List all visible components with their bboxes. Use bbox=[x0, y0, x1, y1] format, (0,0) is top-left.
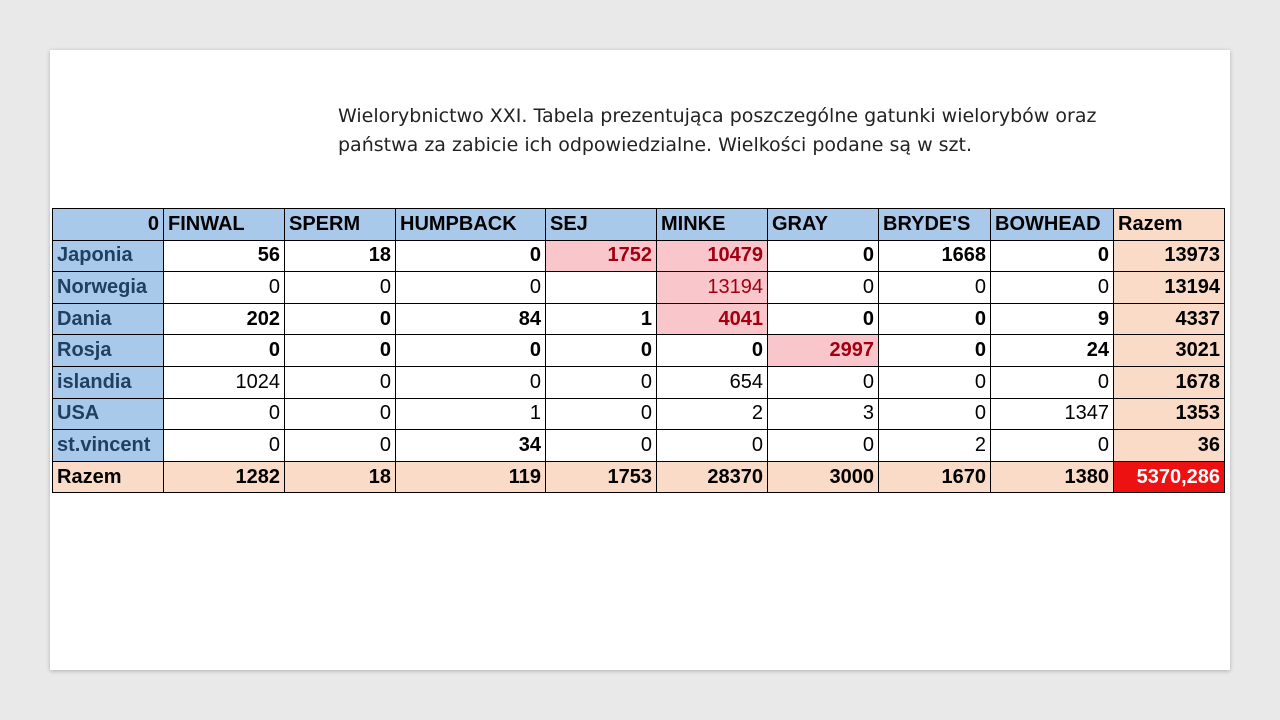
row-total-islandia[interactable]: 1678 bbox=[1114, 366, 1225, 398]
table-cell[interactable]: 202 bbox=[164, 303, 285, 335]
table-cell[interactable]: 0 bbox=[164, 430, 285, 462]
table-cell[interactable]: 1 bbox=[546, 303, 657, 335]
table-cell[interactable]: 0 bbox=[879, 398, 991, 430]
row-total-dania[interactable]: 4337 bbox=[1114, 303, 1225, 335]
table-cell[interactable]: 0 bbox=[657, 430, 768, 462]
table-cell[interactable]: 0 bbox=[396, 240, 546, 272]
table-cell[interactable]: 84 bbox=[396, 303, 546, 335]
table-cell[interactable]: 18 bbox=[285, 240, 396, 272]
column-total[interactable]: 28370 bbox=[657, 461, 768, 493]
column-header-razem[interactable]: Razem bbox=[1114, 209, 1225, 241]
table-cell[interactable]: 0 bbox=[164, 398, 285, 430]
table-row-norwegia bbox=[53, 272, 1225, 304]
table-cell[interactable]: 0 bbox=[879, 272, 991, 304]
row-label-usa[interactable]: USA bbox=[53, 398, 164, 430]
header-row bbox=[53, 209, 1225, 241]
table-cell-highlight[interactable]: 4041 bbox=[657, 303, 768, 335]
row-total-rosja[interactable]: 3021 bbox=[1114, 335, 1225, 367]
table-cell-highlight[interactable]: 10479 bbox=[657, 240, 768, 272]
table-cell[interactable]: 0 bbox=[396, 366, 546, 398]
totals-row-label[interactable]: Razem bbox=[53, 461, 164, 493]
slide-caption bbox=[338, 102, 1198, 160]
table-cell[interactable]: 0 bbox=[285, 398, 396, 430]
table-cell[interactable]: 1 bbox=[396, 398, 546, 430]
table-cell[interactable]: 0 bbox=[546, 335, 657, 367]
grand-total-cell[interactable]: 5370,286 bbox=[1114, 461, 1225, 493]
column-header-humpback[interactable]: HUMPBACK bbox=[396, 209, 546, 241]
corner-cell[interactable]: 0 bbox=[53, 209, 164, 241]
table-cell[interactable]: 0 bbox=[991, 366, 1114, 398]
table-cell[interactable]: 9 bbox=[991, 303, 1114, 335]
table-cell[interactable]: 0 bbox=[546, 366, 657, 398]
table-cell[interactable]: 0 bbox=[546, 430, 657, 462]
row-label-norwegia[interactable]: Norwegia bbox=[53, 272, 164, 304]
table-cell[interactable]: 3 bbox=[768, 398, 879, 430]
column-total[interactable]: 1670 bbox=[879, 461, 991, 493]
row-label-dania[interactable]: Dania bbox=[53, 303, 164, 335]
column-header-gray[interactable]: GRAY bbox=[768, 209, 879, 241]
column-header-bowhead[interactable]: BOWHEAD bbox=[991, 209, 1114, 241]
table-cell[interactable]: 0 bbox=[285, 303, 396, 335]
table-cell[interactable]: 0 bbox=[991, 272, 1114, 304]
table-cell[interactable]: 0 bbox=[396, 335, 546, 367]
table-cell[interactable]: 0 bbox=[879, 366, 991, 398]
table-cell-highlight[interactable]: 13194 bbox=[657, 272, 768, 304]
table-cell[interactable]: 0 bbox=[546, 398, 657, 430]
table-cell[interactable]: 0 bbox=[991, 430, 1114, 462]
table-cell[interactable]: 0 bbox=[991, 240, 1114, 272]
row-total-norwegia[interactable]: 13194 bbox=[1114, 272, 1225, 304]
table-cell[interactable]: 0 bbox=[768, 240, 879, 272]
column-total[interactable]: 1282 bbox=[164, 461, 285, 493]
table-cell[interactable]: 0 bbox=[285, 335, 396, 367]
row-total-usa[interactable]: 1353 bbox=[1114, 398, 1225, 430]
row-label-islandia[interactable]: islandia bbox=[53, 366, 164, 398]
table-cell[interactable]: 0 bbox=[768, 430, 879, 462]
table-cell[interactable]: 1347 bbox=[991, 398, 1114, 430]
table-cell-empty[interactable] bbox=[546, 272, 657, 304]
table-cell[interactable]: 0 bbox=[285, 366, 396, 398]
totals-row bbox=[53, 461, 1225, 493]
table-cell[interactable]: 0 bbox=[164, 335, 285, 367]
row-label-rosja[interactable]: Rosja bbox=[53, 335, 164, 367]
column-header-minke[interactable]: MINKE bbox=[657, 209, 768, 241]
table-row-usa bbox=[53, 398, 1225, 430]
table-row-rosja bbox=[53, 335, 1225, 367]
table-cell[interactable]: 1024 bbox=[164, 366, 285, 398]
row-label-st-vincent[interactable]: st.vincent bbox=[53, 430, 164, 462]
caption-line-2: państwa za zabicie ich odpowiedzialne. Wielkości podane są w szt. bbox=[338, 134, 973, 156]
column-total[interactable]: 1380 bbox=[991, 461, 1114, 493]
column-total[interactable]: 18 bbox=[285, 461, 396, 493]
table-cell[interactable]: 24 bbox=[991, 335, 1114, 367]
table-row-st-vincent bbox=[53, 430, 1225, 462]
table-row-islandia bbox=[53, 366, 1225, 398]
table-cell[interactable]: 34 bbox=[396, 430, 546, 462]
row-total-st-vincent[interactable]: 36 bbox=[1114, 430, 1225, 462]
table-cell[interactable]: 0 bbox=[285, 272, 396, 304]
table-cell[interactable]: 0 bbox=[657, 335, 768, 367]
column-header-finwal[interactable]: FINWAL bbox=[164, 209, 285, 241]
table-cell[interactable]: 56 bbox=[164, 240, 285, 272]
table-row-japonia bbox=[53, 240, 1225, 272]
table-cell[interactable]: 654 bbox=[657, 366, 768, 398]
whaling-table bbox=[52, 208, 1225, 493]
row-total-japonia[interactable]: 13973 bbox=[1114, 240, 1225, 272]
table-cell[interactable]: 0 bbox=[396, 272, 546, 304]
column-header-sej[interactable]: SEJ bbox=[546, 209, 657, 241]
table-row-dania bbox=[53, 303, 1225, 335]
caption-line-1: Wielorybnictwo XXI. Tabela prezentująca poszczególne gatunki wielorybów oraz bbox=[338, 105, 1097, 127]
table-cell[interactable]: 0 bbox=[285, 430, 396, 462]
table-cell[interactable]: 1668 bbox=[879, 240, 991, 272]
column-total[interactable]: 1753 bbox=[546, 461, 657, 493]
table-cell[interactable]: 0 bbox=[768, 272, 879, 304]
table-cell[interactable]: 0 bbox=[879, 303, 991, 335]
column-header-brydes[interactable]: BRYDE'S bbox=[879, 209, 991, 241]
row-label-japonia[interactable]: Japonia bbox=[53, 240, 164, 272]
table-cell[interactable]: 0 bbox=[164, 272, 285, 304]
table-cell[interactable]: 0 bbox=[879, 335, 991, 367]
table-cell[interactable]: 0 bbox=[768, 366, 879, 398]
table-cell-highlight[interactable]: 1752 bbox=[546, 240, 657, 272]
table-cell[interactable]: 2 bbox=[879, 430, 991, 462]
table-cell[interactable]: 2 bbox=[657, 398, 768, 430]
column-total[interactable]: 3000 bbox=[768, 461, 879, 493]
table-cell[interactable]: 0 bbox=[768, 303, 879, 335]
column-total[interactable]: 119 bbox=[396, 461, 546, 493]
slide bbox=[50, 50, 1230, 670]
table-cell-highlight[interactable]: 2997 bbox=[768, 335, 879, 367]
column-header-sperm[interactable]: SPERM bbox=[285, 209, 396, 241]
